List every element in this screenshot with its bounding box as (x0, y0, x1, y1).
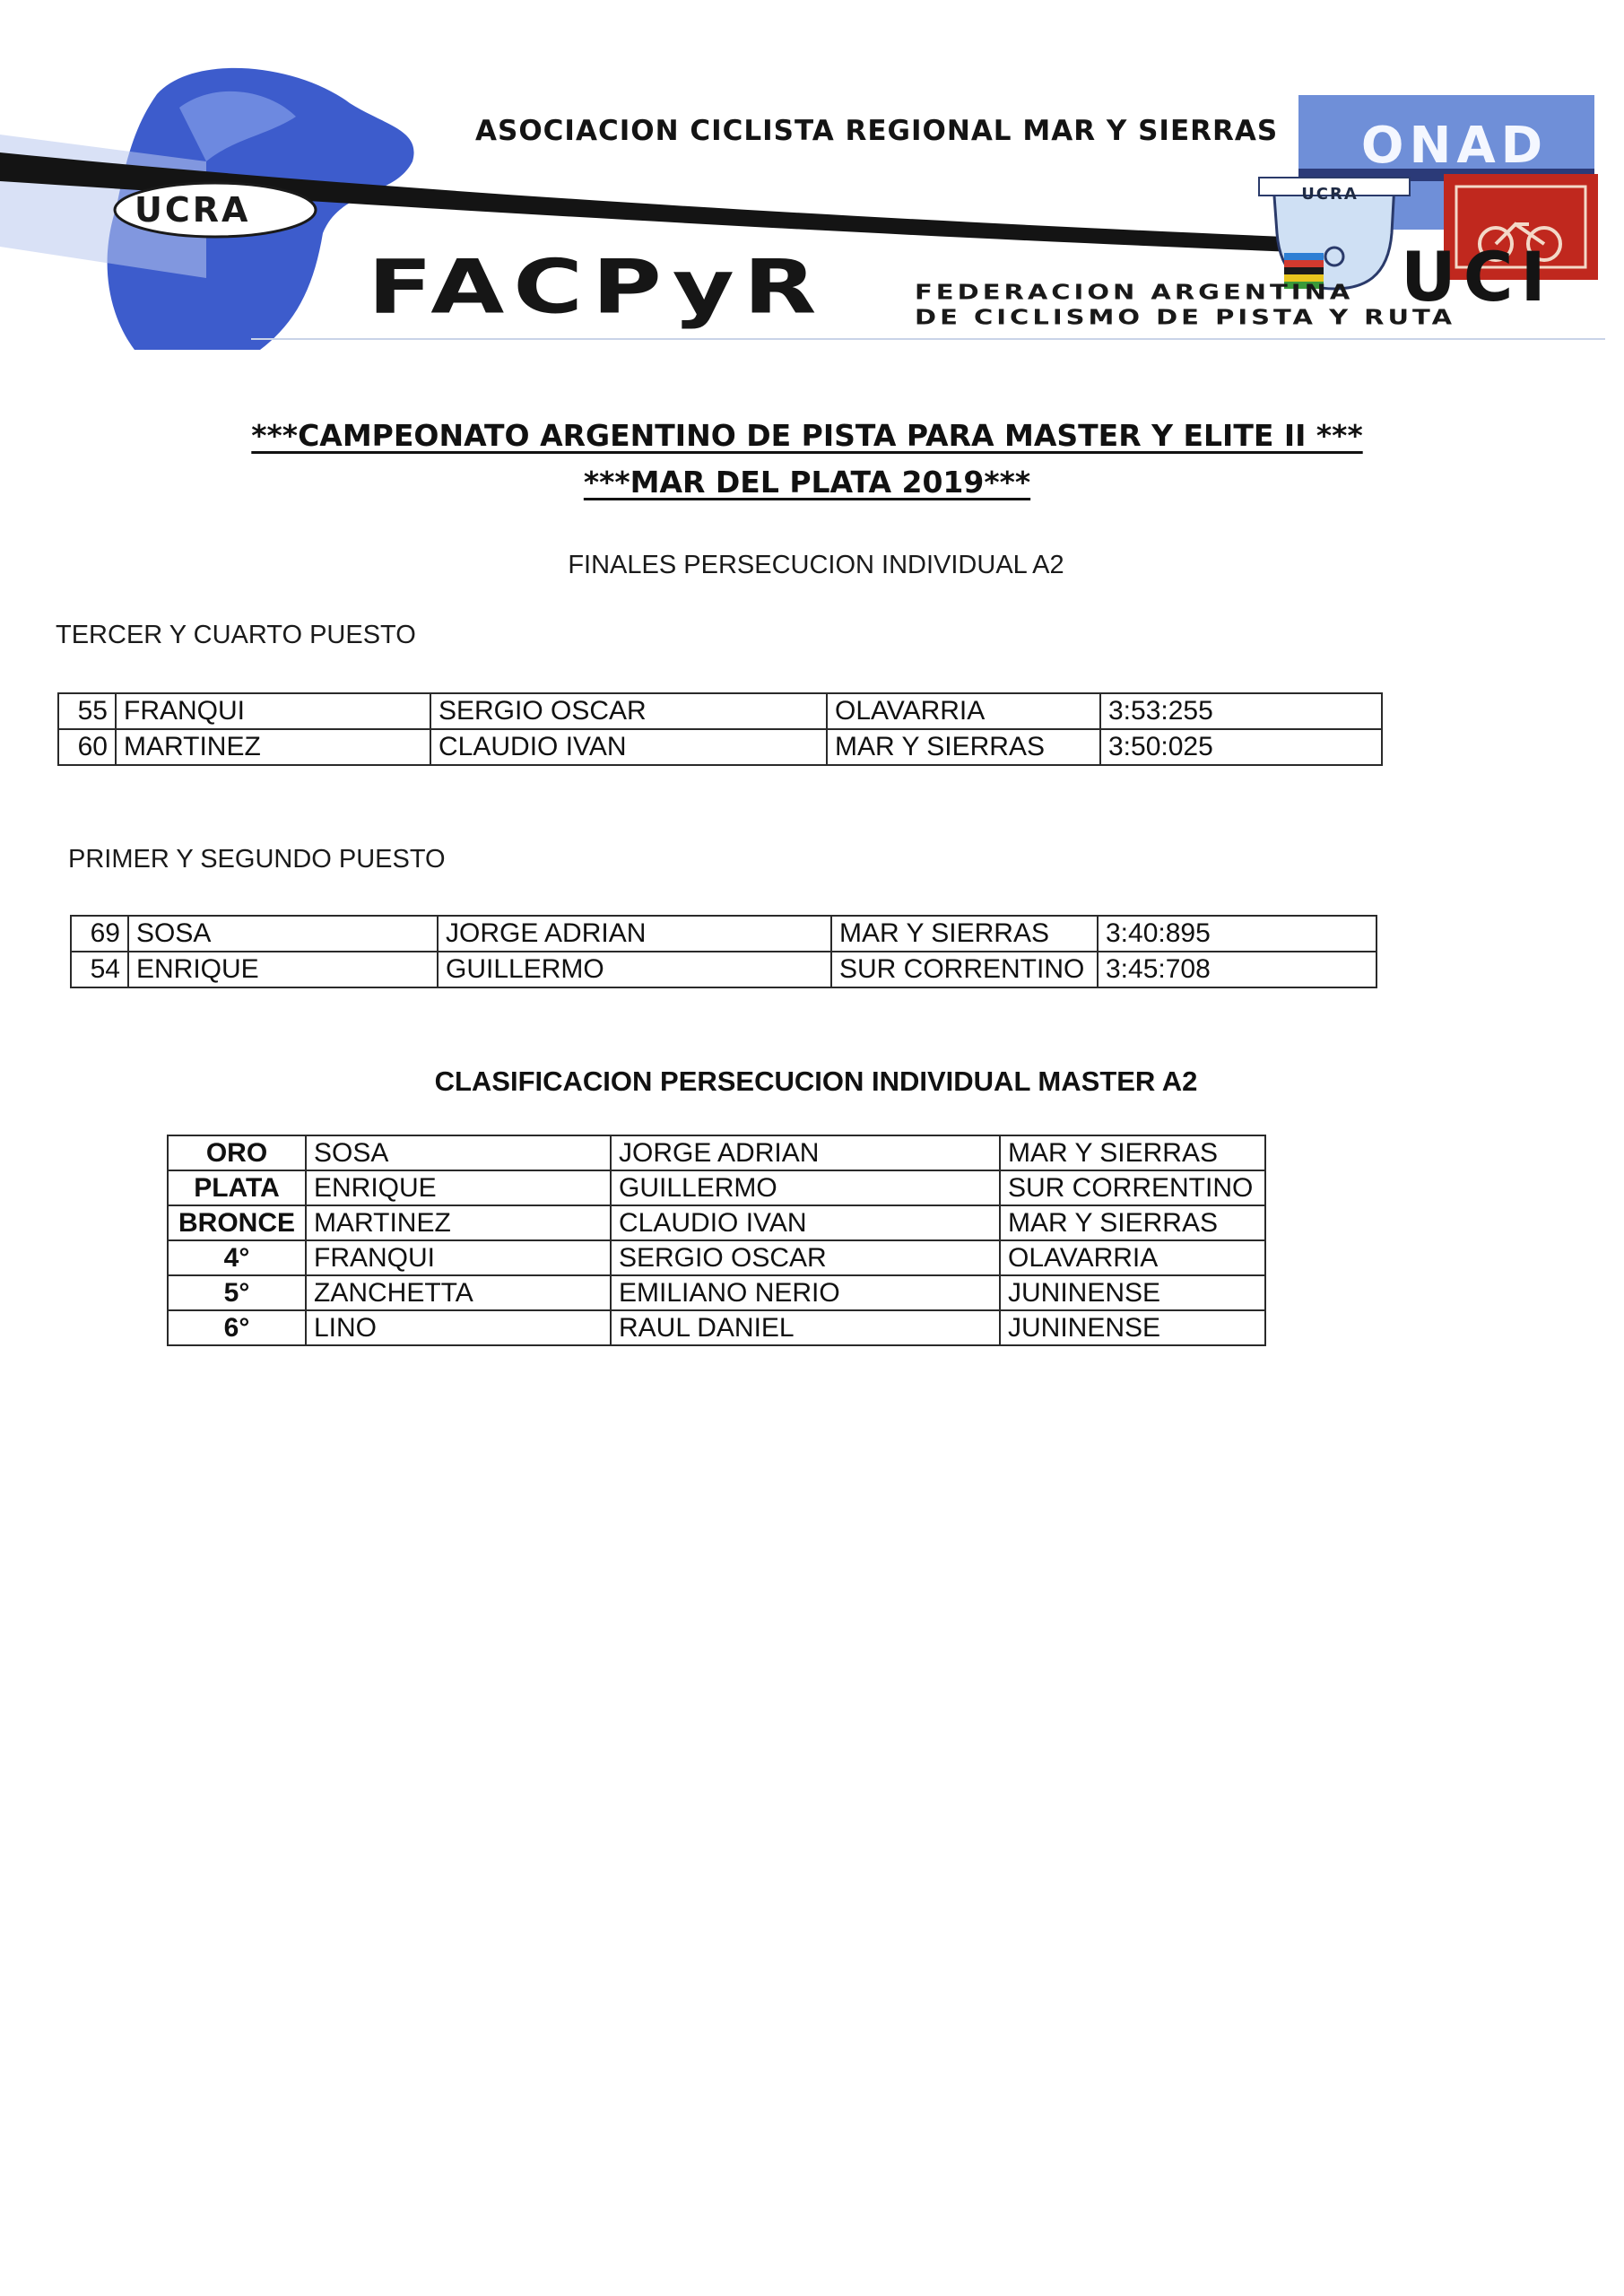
rider-surname: FRANQUI (306, 1240, 611, 1275)
uci-logo-text: UCI (1401, 237, 1553, 317)
rider-surname: ZANCHETTA (306, 1275, 611, 1310)
ucra-badge-text: UCRA (1301, 185, 1359, 204)
association-name: ASOCIACION CICLISTA REGIONAL MAR Y SIERRAS (475, 115, 1279, 147)
rider-name: GUILLERMO (611, 1170, 1000, 1205)
table-row (168, 1240, 1265, 1275)
rider-name: EMILIANO NERIO (611, 1275, 1000, 1310)
rider-club: OLAVARRIA (827, 693, 1100, 729)
section-label-third-fourth: TERCER Y CUARTO PUESTO (56, 621, 416, 649)
rider-number: 60 (58, 729, 116, 765)
table-row (168, 1275, 1265, 1310)
table-row (168, 1205, 1265, 1240)
federation-abbreviation: FACPyR (368, 244, 826, 330)
rider-surname: MARTINEZ (116, 729, 430, 765)
rider-time: 3:53:255 (1100, 693, 1382, 729)
rider-club: SUR CORRENTINO (831, 952, 1098, 987)
rider-time: 3:50:025 (1100, 729, 1382, 765)
first-second-table (70, 915, 1377, 988)
rider-name: CLAUDIO IVAN (430, 729, 827, 765)
rider-name: JORGE ADRIAN (611, 1135, 1000, 1170)
rider-name: GUILLERMO (438, 952, 831, 987)
championship-subtitle: ***MAR DEL PLATA 2019*** (583, 465, 1031, 500)
table-row (71, 916, 1376, 952)
rider-name: SERGIO OSCAR (430, 693, 827, 729)
rider-surname: SOSA (306, 1135, 611, 1170)
place: 4° (168, 1240, 306, 1275)
table-row (58, 729, 1382, 765)
classification-title: CLASIFICACION PERSECUCION INDIVIDUAL MASTER A2 (434, 1065, 1198, 1097)
rider-name: JORGE ADRIAN (438, 916, 831, 952)
table-row (168, 1135, 1265, 1170)
rider-club: MAR Y SIERRAS (827, 729, 1100, 765)
ucra-logo-text: UCRA (135, 190, 251, 230)
section-label-first-second: PRIMER Y SEGUNDO PUESTO (68, 845, 446, 874)
table-row (58, 693, 1382, 729)
classification-table (167, 1135, 1266, 1346)
rider-club: OLAVARRIA (1000, 1240, 1265, 1275)
rider-time: 3:40:895 (1098, 916, 1376, 952)
table-row (168, 1170, 1265, 1205)
rider-surname: FRANQUI (116, 693, 430, 729)
place: BRONCE (168, 1205, 306, 1240)
table-row (168, 1310, 1265, 1345)
rider-surname: MARTINEZ (306, 1205, 611, 1240)
rider-name: CLAUDIO IVAN (611, 1205, 1000, 1240)
rider-club: JUNINENSE (1000, 1275, 1265, 1310)
place: 5° (168, 1275, 306, 1310)
rider-number: 54 (71, 952, 128, 987)
place: 6° (168, 1310, 306, 1345)
rider-number: 69 (71, 916, 128, 952)
table-row (71, 952, 1376, 987)
rider-club: MAR Y SIERRAS (831, 916, 1098, 952)
rider-name: SERGIO OSCAR (611, 1240, 1000, 1275)
rider-surname: LINO (306, 1310, 611, 1345)
championship-title: ***CAMPEONATO ARGENTINO DE PISTA PARA MASTER Y ELITE II *** (251, 418, 1363, 453)
rider-number: 55 (58, 693, 116, 729)
rider-surname: SOSA (128, 916, 438, 952)
rider-club: MAR Y SIERRAS (1000, 1135, 1265, 1170)
rider-club: JUNINENSE (1000, 1310, 1265, 1345)
onad-logo-text: ONAD (1360, 117, 1549, 175)
rider-club: SUR CORRENTINO (1000, 1170, 1265, 1205)
place: PLATA (168, 1170, 306, 1205)
federation-name-line1: FEDERACION ARGENTINA (915, 280, 1354, 305)
rider-name: RAUL DANIEL (611, 1310, 1000, 1345)
rider-time: 3:45:708 (1098, 952, 1376, 987)
rider-club: MAR Y SIERRAS (1000, 1205, 1265, 1240)
place: ORO (168, 1135, 306, 1170)
third-fourth-table (57, 692, 1383, 766)
rider-surname: ENRIQUE (306, 1170, 611, 1205)
finals-title: FINALES PERSECUCION INDIVIDUAL A2 (568, 551, 1064, 579)
federation-name-line2: DE CICLISMO DE PISTA Y RUTA (915, 305, 1456, 330)
rider-surname: ENRIQUE (128, 952, 438, 987)
